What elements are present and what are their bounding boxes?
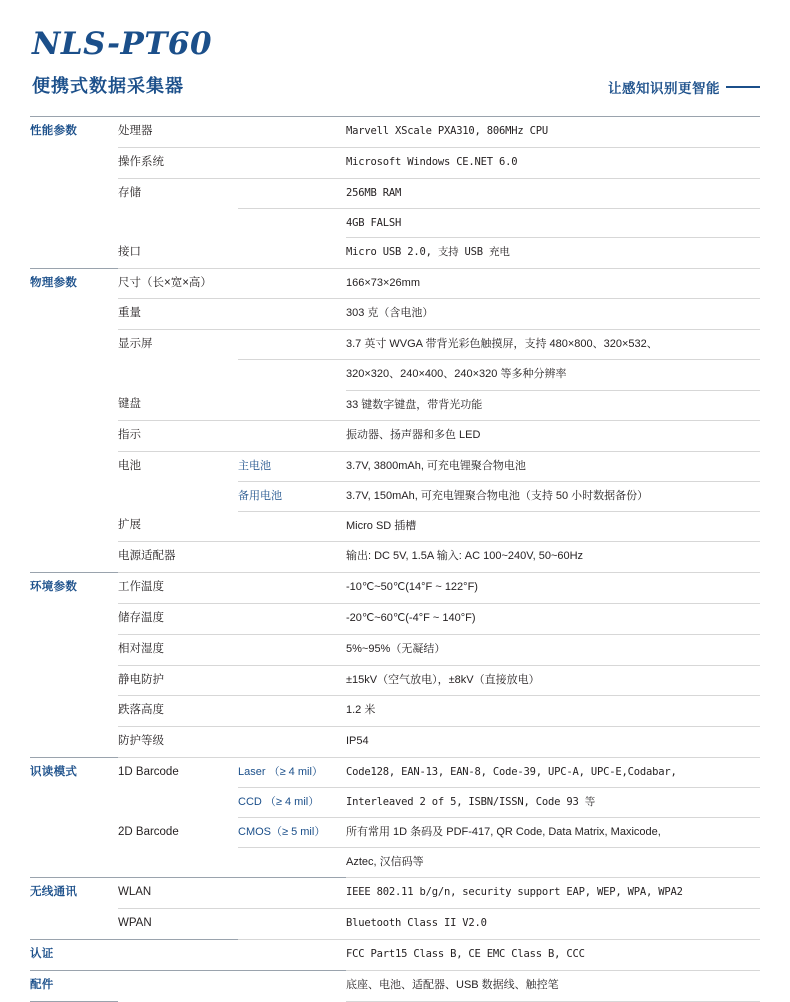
table-row [30, 117, 760, 148]
spec-name: WPAN [118, 917, 152, 930]
spec-category: 性能参数 [30, 117, 118, 148]
spec-subname [238, 909, 346, 940]
spec-value: -10℃~50℃(14°F ~ 122°F) [346, 573, 760, 604]
table-row [30, 511, 760, 541]
spec-category [30, 178, 118, 208]
spec-category [30, 818, 118, 848]
spec-category [30, 696, 118, 727]
subtitle-row [30, 72, 760, 108]
specifications-table [30, 116, 760, 1002]
spec-value: Micro SD 插槽 [346, 511, 760, 541]
spec-value: 33 键数字键盘，带背光功能 [346, 390, 760, 420]
table-row [30, 178, 760, 208]
spec-value: 5%~95%（无凝结） [346, 634, 760, 665]
spec-name: 1D Barcode [118, 757, 238, 787]
spec-value: 输出: DC 5V, 1.5A 输入: AC 100~240V, 50~60Hz [346, 542, 760, 573]
spec-name: 存储 [118, 186, 141, 199]
spec-value: IEEE 802.11 b/g/n, security support EAP, WEP, WPA, WPA2 [346, 878, 760, 909]
spec-name: 指示 [118, 420, 238, 451]
spec-value: 4GB FALSH [346, 208, 760, 237]
table-row [30, 481, 760, 511]
spec-subname [238, 727, 346, 758]
spec-value: Marvell XScale PXA310, 806MHz CPU [346, 117, 760, 148]
table-row [30, 451, 760, 481]
spec-value: 所有常用 1D 条码及 PDF-417, QR Code, Data Matrix, Maxicode, [346, 818, 760, 848]
table-row [30, 238, 760, 268]
spec-value: Aztec, 汉信码等 [346, 848, 760, 878]
spec-subname [238, 178, 346, 208]
table-row [30, 788, 760, 818]
table-row [30, 360, 760, 390]
spec-category [30, 238, 118, 268]
spec-value: Interleaved 2 of 5, ISBN/ISSN, Code 93 等 [346, 788, 760, 818]
spec-name: 接口 [118, 238, 238, 268]
brand-slogan [608, 77, 760, 98]
spec-subname: CCD （≥ 4 mil） [238, 788, 346, 818]
table-row [30, 696, 760, 727]
spec-category [30, 603, 118, 634]
spec-subname [238, 390, 346, 420]
table-row [30, 542, 760, 573]
spec-subname [238, 573, 346, 604]
table-row [30, 757, 760, 787]
spec-name [118, 208, 238, 237]
spec-value: 振动器、扬声器和多色 LED [346, 420, 760, 451]
spec-subname [238, 147, 346, 178]
spec-value: 1.2 米 [346, 696, 760, 727]
spec-value: Micro USB 2.0, 支持 USB 充电 [346, 238, 760, 268]
spec-subname [238, 238, 346, 268]
table-row [30, 299, 760, 330]
spec-category [30, 330, 118, 360]
spec-subname [238, 299, 346, 330]
spec-subname: 主电池 [238, 451, 346, 481]
table-row [30, 878, 760, 909]
spec-name: 尺寸（长×宽×高） [118, 268, 238, 299]
spec-category [30, 208, 118, 237]
spec-name: 静电防护 [118, 665, 238, 696]
spec-category: 识读模式 [30, 757, 118, 787]
spec-value: FCC Part15 Class B, CE EMC Class B, CCC [346, 940, 760, 971]
product-model: NLS-PT60 [32, 26, 213, 62]
spec-value: Microsoft Windows CE.NET 6.0 [346, 147, 760, 178]
spec-value: 303 克（含电池） [346, 299, 760, 330]
spec-subname: Laser （≥ 4 mil） [238, 757, 346, 787]
spec-name: 储存温度 [118, 603, 238, 634]
spec-category [30, 511, 118, 541]
spec-value: Bluetooth Class II V2.0 [346, 909, 760, 940]
spec-subname [238, 117, 346, 148]
spec-subname [238, 878, 346, 909]
spec-value: 3.7V, 150mAh, 可充电锂聚合物电池（支持 50 小时数据备份） [346, 481, 760, 511]
table-row [30, 147, 760, 178]
spec-value: -20℃~60℃(-4°F ~ 140°F) [346, 603, 760, 634]
spec-subname [238, 360, 346, 390]
spec-name [118, 788, 238, 818]
spec-name: 2D Barcode [118, 825, 179, 838]
table-row [30, 940, 760, 971]
spec-subname: 备用电池 [238, 481, 346, 511]
spec-category [30, 727, 118, 758]
spec-category [30, 147, 118, 178]
spec-subname [238, 330, 346, 360]
spec-subname [238, 603, 346, 634]
spec-category: 配件 [30, 970, 118, 1001]
spec-name: 防护等级 [118, 727, 238, 758]
spec-subname [238, 511, 346, 541]
spec-category [30, 360, 118, 390]
spec-name: 相对湿度 [118, 634, 238, 665]
spec-name: 工作温度 [118, 573, 238, 604]
spec-category [30, 665, 118, 696]
spec-category [30, 788, 118, 818]
spec-name: 处理器 [118, 117, 238, 148]
spec-category [30, 634, 118, 665]
spec-category [30, 909, 118, 940]
spec-category [30, 542, 118, 573]
table-row [30, 603, 760, 634]
spec-subname [238, 542, 346, 573]
table-row [30, 330, 760, 360]
table-row [30, 909, 760, 940]
spec-subname: CMOS（≥ 5 mil） [238, 818, 346, 848]
spec-category [30, 848, 118, 878]
spec-subname [238, 634, 346, 665]
spec-subname [238, 665, 346, 696]
spec-category [30, 420, 118, 451]
spec-name: 键盘 [118, 390, 238, 420]
spec-value: 3.7V, 3800mAh, 可充电锂聚合物电池 [346, 451, 760, 481]
spec-name [118, 360, 238, 390]
spec-value: 166×73×26mm [346, 268, 760, 299]
spec-name [118, 970, 238, 1001]
table-row [30, 634, 760, 665]
table-row [30, 727, 760, 758]
page-header [30, 26, 760, 116]
slogan-text: 让感知识别更智能 [608, 81, 720, 96]
table-row [30, 818, 760, 848]
table-row [30, 573, 760, 604]
spec-name: 操作系统 [118, 147, 238, 178]
specifications-body [30, 117, 760, 1002]
spec-value: 256MB RAM [346, 178, 760, 208]
spec-subname [238, 420, 346, 451]
spec-name: 重量 [118, 299, 238, 330]
spec-subname [238, 268, 346, 299]
spec-name: WLAN [118, 878, 238, 909]
table-row [30, 268, 760, 299]
spec-category: 认证 [30, 940, 118, 971]
spec-category [30, 481, 118, 511]
table-row [30, 970, 760, 1001]
table-row [30, 420, 760, 451]
spec-subname [238, 970, 346, 1001]
spec-name: 电池 [118, 459, 141, 472]
table-row [30, 665, 760, 696]
spec-name [118, 940, 238, 971]
spec-category: 环境参数 [30, 573, 118, 604]
spec-name [118, 848, 238, 878]
spec-value: 320×320、240×400、240×320 等多种分辨率 [346, 360, 760, 390]
spec-category [30, 390, 118, 420]
spec-category: 物理参数 [30, 268, 118, 299]
spec-category [30, 299, 118, 330]
spec-value: ±15kV（空气放电），±8kV（直接放电） [346, 665, 760, 696]
slogan-rule-icon [726, 86, 760, 88]
spec-subname [238, 696, 346, 727]
spec-value: 3.7 英寸 WVGA 带背光彩色触摸屏，支持 480×800、320×532、 [346, 330, 760, 360]
spec-name: 显示屏 [118, 338, 153, 351]
spec-value: IP54 [346, 727, 760, 758]
spec-name: 扩展 [118, 511, 238, 541]
spec-name [118, 481, 238, 511]
spec-category [30, 451, 118, 481]
spec-subname [238, 848, 346, 878]
spec-name: 电源适配器 [118, 542, 238, 573]
table-row [30, 848, 760, 878]
product-subtitle: 便携式数据采集器 [32, 76, 184, 96]
spec-value: 底座、电池、适配器、USB 数据线、触控笔 [346, 970, 760, 1001]
table-row [30, 208, 760, 237]
spec-value: Code128, EAN-13, EAN-8, Code-39, UPC-A, UPC-E,Codabar, [346, 757, 760, 787]
spec-name: 跌落高度 [118, 696, 238, 727]
spec-subname [238, 208, 346, 237]
spec-category: 无线通讯 [30, 878, 118, 909]
spec-subname [238, 940, 346, 971]
table-row [30, 390, 760, 420]
